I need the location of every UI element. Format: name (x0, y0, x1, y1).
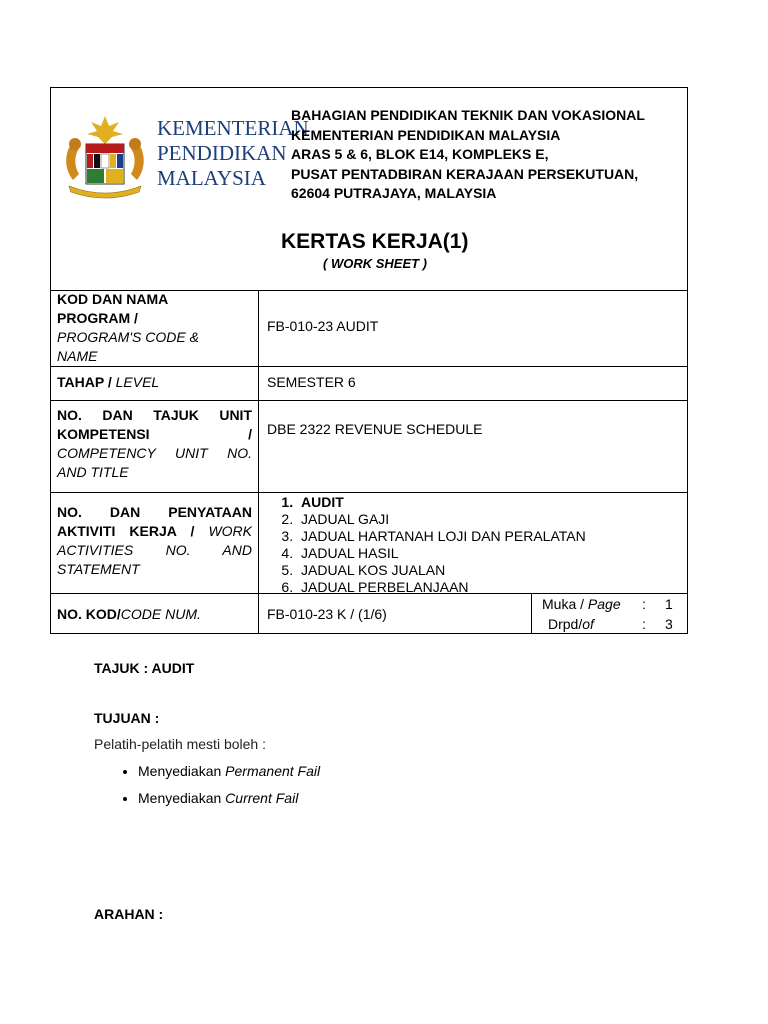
activity-item: 3. JADUAL HARTANAH LOJI DAN PERALATAN (297, 528, 679, 545)
total-pages: 3 (665, 616, 673, 632)
objective-item: • Menyediakan Current Fail (138, 785, 320, 812)
activities-label: NO. DAN PENYATAAN AKTIVITI KERJA / WORK ACTIVITIES NO. AND STATEMENT (51, 493, 259, 593)
level-label: TAHAP / LEVEL (51, 367, 259, 400)
activities-row (51, 493, 687, 594)
program-value: FB-010-23 AUDIT (267, 318, 379, 334)
program-row (51, 290, 687, 367)
worksheet-title: KERTAS KERJA(1) (281, 230, 469, 253)
activity-item: 2. JADUAL GAJI (297, 511, 679, 528)
activity-item: 5. JADUAL KOS JUALAN (297, 562, 679, 579)
ministry-logo (59, 114, 309, 214)
worksheet-subtitle: ( WORK SHEET ) (323, 256, 427, 271)
objective-intro: Pelatih-pelatih mesti boleh : (94, 736, 266, 752)
topic-heading: TAJUK : AUDIT (94, 660, 195, 676)
unit-label: NO. DAN TAJUK UNIT KOMPETENSI / COMPETENCY UNIT NO. AND TITLE (51, 401, 259, 492)
program-label: KOD DAN NAMA PROGRAM / PROGRAM'S CODE & NAME (51, 290, 259, 366)
address-block: BAHAGIAN PENDIDIKAN TEKNIK DAN VOKASIONAL KEMENTERIAN PENDIDIKAN MALAYSIA ARAS 5 & 6, BLOK E14, KOMPLEKS E, PUSAT PENTADBIRAN KERAJAAN PERSEKUTUAN, 62604 PUTRAJAYA, MALAYSIA (291, 107, 645, 201)
unit-value: DBE 2322 REVENUE SCHEDULE (267, 421, 483, 437)
page-number: 1 (665, 596, 673, 612)
worksheet-table (50, 87, 688, 634)
activity-item: 6. JADUAL PERBELANJAAN (297, 579, 679, 596)
unit-row (51, 401, 687, 493)
code-value-cell (259, 594, 687, 634)
level-value: SEMESTER 6 (267, 374, 356, 390)
code-row (51, 594, 687, 634)
activity-item: 1. AUDIT (297, 494, 679, 511)
instructions-heading: ARAHAN : (94, 906, 164, 922)
level-row (51, 367, 687, 401)
header-section (51, 88, 687, 291)
activity-item: 4. JADUAL HASIL (297, 545, 679, 562)
code-label: NO. KOD/CODE NUM. (51, 594, 259, 634)
code-value: FB-010-23 K / (1/6) (267, 606, 387, 622)
coat-of-arms-icon (59, 114, 151, 202)
ministry-logo-text: KEMENTERIAN PENDIDIKAN MALAYSIA (157, 116, 309, 190)
objective-heading: TUJUAN : (94, 710, 160, 726)
activities-list (259, 493, 687, 593)
objective-item: • Menyediakan Permanent Fail (138, 758, 320, 785)
page-counter: Muka / Page : 1 Drpd/of : 3 (531, 594, 688, 634)
objective-list (112, 758, 320, 812)
